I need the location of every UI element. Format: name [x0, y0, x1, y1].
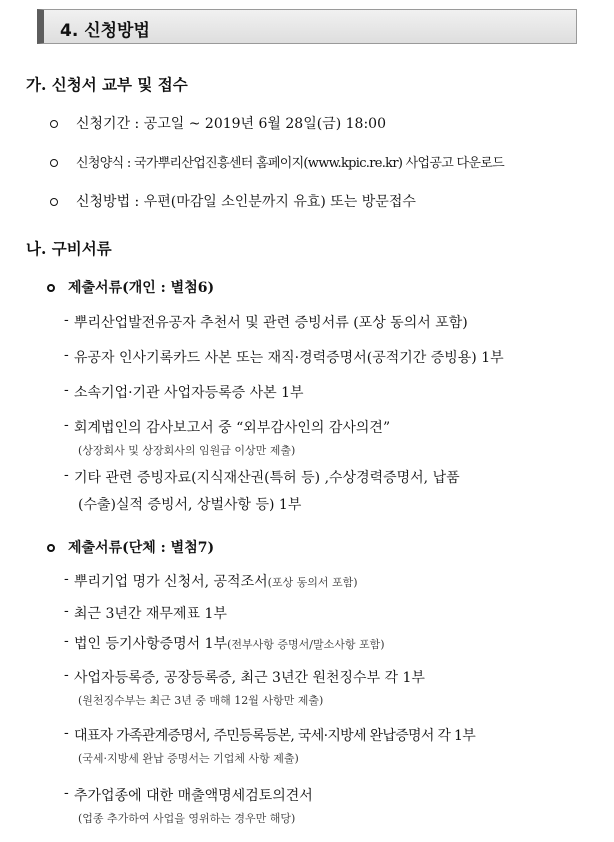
group-doc-4-note: (원천징수부는 최근 3년 중 매해 12월 사항만 제출): [78, 694, 324, 707]
dash-bullet: -: [64, 382, 69, 398]
dash-bullet: -: [64, 603, 69, 619]
group-doc-5: 대표자 가족관계증명서, 주민등록등본, 국세·지방세 완납증명서 각 1부: [74, 728, 476, 744]
group-doc-4: 사업자등록증, 공장등록증, 최근 3년간 원천징수부 각 1부: [74, 670, 425, 686]
group-docs-title: 제출서류(단체 : 별첨7): [68, 540, 215, 556]
circle-bullet-icon: [47, 284, 55, 292]
individual-doc-4: 회계법인의 감사보고서 중 “외부감사인의 감사의견”: [74, 420, 391, 436]
section-heading: 4. 신청방법: [60, 21, 150, 41]
dash-bullet: -: [64, 571, 69, 587]
section-heading-box: [37, 9, 577, 44]
circle-bullet-icon: [50, 198, 58, 206]
dash-bullet: -: [64, 633, 69, 649]
apply-method: 신청방법 : 우편(마감일 소인분까지 유효) 또는 방문접수: [76, 194, 416, 210]
individual-doc-3: 소속기업·기관 사업자등록증 사본 1부: [74, 385, 304, 401]
subsection-title-ga: 가. 신청서 교부 및 접수: [26, 75, 188, 94]
individual-doc-5: 기타 관련 증빙자료(지식재산권(특허 등) ,수상경력증명서, 납품: [74, 470, 460, 486]
individual-doc-2: 유공자 인사기록카드 사본 또는 재직·경력증명서(공적기간 증빙용) 1부: [74, 350, 504, 366]
group-doc-6: 추가업종에 대한 매출액명세검토의견서: [74, 788, 313, 804]
dash-bullet: -: [64, 667, 69, 683]
group-doc-6-note: (업종 추가하여 사업을 영위하는 경우만 해당): [78, 812, 296, 825]
individual-doc-1: 뿌리산업발전유공자 추천서 및 관련 증빙서류 (포상 동의서 포함): [74, 315, 468, 331]
group-doc-2: 최근 3년간 재무제표 1부: [74, 606, 227, 622]
group-doc-3: 법인 등기사항증명서 1부(전부사항 증명서/말소사항 포함): [74, 636, 385, 652]
dash-bullet: -: [64, 785, 69, 801]
circle-bullet-icon: [50, 159, 58, 167]
group-doc-1: 뿌리기업 명가 신청서, 공적조서(포상 동의서 포함): [74, 574, 358, 590]
dash-bullet: -: [64, 312, 69, 328]
dash-bullet: -: [64, 417, 69, 433]
circle-bullet-icon: [50, 120, 58, 128]
individual-doc-5-cont: (수출)실적 증빙서, 상벌사항 등) 1부: [78, 497, 302, 513]
circle-bullet-icon: [47, 544, 55, 552]
apply-period: 신청기간 : 공고일 ~ 2019년 6월 28일(금) 18:00: [76, 116, 386, 132]
individual-docs-title: 제출서류(개인 : 별첨6): [68, 280, 215, 296]
dash-bullet: -: [64, 347, 69, 363]
apply-form: 신청양식 : 국가뿌리산업진흥센터 홈페이지(www.kpic.re.kr) 사업공고 다운로드: [76, 156, 504, 171]
subsection-title-na: 나. 구비서류: [26, 239, 112, 258]
group-doc-5-note: (국세·지방세 완납 증명서는 기업체 사항 제출): [78, 752, 299, 765]
dash-bullet: -: [64, 467, 69, 483]
dash-bullet: -: [64, 725, 69, 741]
audit-note: (상장회사 및 상장회사의 임원급 이상만 제출): [78, 444, 296, 457]
